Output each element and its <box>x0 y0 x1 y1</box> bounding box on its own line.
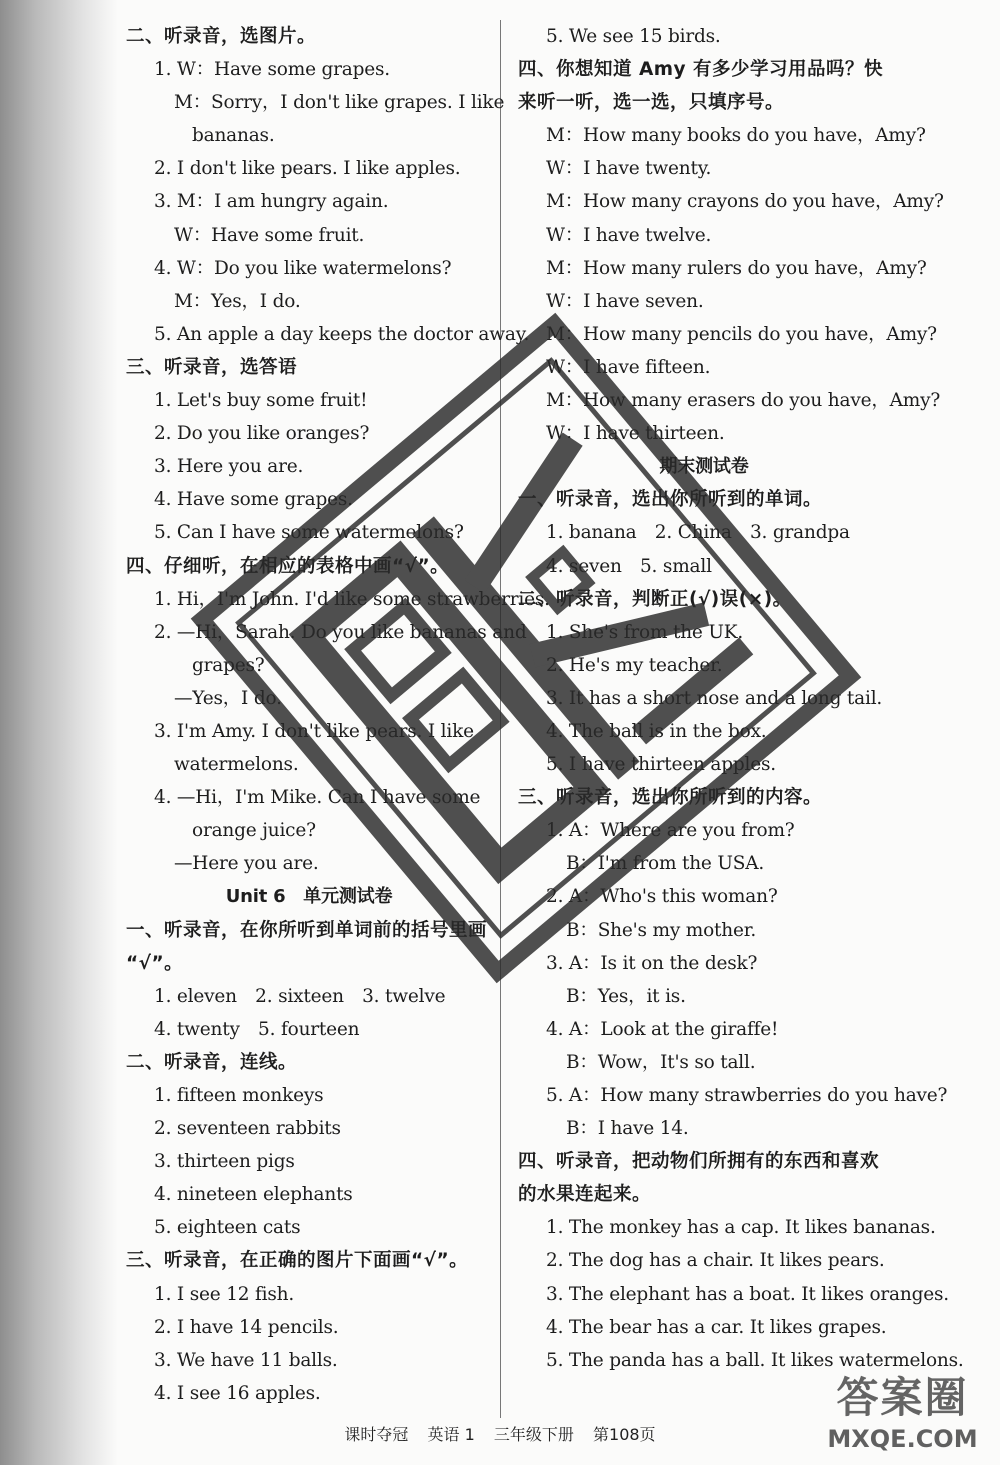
text-line: orange juice? <box>192 820 316 842</box>
text-line: 5. An apple a day keeps the doctor away. <box>154 323 530 345</box>
test-title: Unit 6 单元测试卷 <box>225 886 393 908</box>
text-line: 1. eleven 2. sixteen 3. twelve <box>154 985 446 1007</box>
text-line: 3. A：Is it on the desk? <box>546 952 758 974</box>
text-line: 4. twenty 5. fourteen <box>154 1018 360 1040</box>
section-heading: 二、听录音，判断正(√)误(×)。 <box>518 588 792 610</box>
section-heading: 三、听录音，在正确的图片下面画“√”。 <box>126 1250 469 1272</box>
text-line: M：How many books do you have，Amy? <box>546 125 926 147</box>
watermark-url: MXQE.COM <box>827 1425 978 1453</box>
text-line: 2. A：Who's this woman? <box>546 886 778 908</box>
section-heading: 的水果连起来。 <box>518 1184 652 1206</box>
text-line: bananas. <box>192 125 275 147</box>
text-line: 2. I have 14 pencils. <box>154 1316 339 1338</box>
text-line: 1. fifteen monkeys <box>154 1085 324 1106</box>
section-heading: 四、仔细听，在相应的表格中画“√”。 <box>126 555 450 577</box>
text-line: 3. We have 11 balls. <box>154 1349 338 1371</box>
text-line: watermelons. <box>174 754 299 776</box>
section-heading: 二、听录音，选图片。 <box>126 26 317 47</box>
right-column <box>518 20 964 1377</box>
left-column <box>126 20 550 1410</box>
text-line: 1. I see 12 fish. <box>154 1283 295 1305</box>
footer-page: 第108页 <box>593 1425 656 1444</box>
text-line: 4. W：Do you like watermelons? <box>154 257 452 279</box>
text-line: W：I have twelve. <box>546 224 712 246</box>
text-line: 4. nineteen elephants <box>154 1184 353 1206</box>
section-heading: 一、听录音，选出你所听到的单词。 <box>518 489 823 511</box>
text-line: 2. —Hi，Sarah. Do you like bananas and <box>154 621 527 643</box>
text-line: 3. I'm Amy. I don't like pears. I like <box>154 720 474 742</box>
text-line: 1. banana 2. China 3. grandpa <box>546 522 850 544</box>
page-binding-shadow <box>0 0 118 1465</box>
text-line: 5. We see 15 birds. <box>546 26 721 47</box>
text-line: 2. Do you like oranges? <box>154 423 370 445</box>
text-line: 4. —Hi，I'm Mike. Can I have some <box>154 787 481 809</box>
test-title: 期末测试卷 <box>659 456 749 478</box>
section-heading: 三、听录音，选出你所听到的内容。 <box>518 787 823 809</box>
text-line: B：I'm from the USA. <box>566 853 765 875</box>
text-line: 1. A：Where are you from? <box>546 820 795 842</box>
section-heading: “√”。 <box>126 952 184 974</box>
text-line: W：I have seven. <box>546 290 704 312</box>
text-line: W：I have fifteen. <box>546 356 711 378</box>
text-line: 4. The ball is in the box. <box>546 720 767 742</box>
text-line: 3. thirteen pigs <box>154 1151 295 1173</box>
text-line: 1. She's from the UK. <box>546 621 744 643</box>
text-line: 2. The dog has a chair. It likes pears. <box>546 1250 885 1272</box>
section-heading: 四、你想知道 Amy 有多少学习用品吗？快 <box>518 59 884 81</box>
text-line: 1. Hi，I'm John. I'd like some strawberries. <box>154 588 550 610</box>
text-line: 5. The panda has a ball. It likes watermelons. <box>546 1349 964 1371</box>
text-line: 5. Can I have some watermelons? <box>154 522 464 544</box>
text-line: B：Wow，It's so tall. <box>566 1051 756 1073</box>
text-line: 3. M：I am hungry again. <box>154 191 389 213</box>
text-line: W：Have some fruit. <box>174 224 365 246</box>
text-line: M：How many crayons do you have，Amy? <box>546 191 944 213</box>
text-line: 2. I don't like pears. I like apples. <box>154 158 461 180</box>
text-line: 5. A：How many strawberries do you have? <box>546 1085 948 1106</box>
section-heading: 三、听录音，选答语 <box>126 356 298 378</box>
text-line: M：How many rulers do you have，Amy? <box>546 257 927 279</box>
text-line: 1. W：Have some grapes. <box>154 59 390 81</box>
text-line: 5. I have thirteen apples. <box>546 754 776 776</box>
footer-subject: 英语 1 <box>427 1425 475 1444</box>
text-line: 4. Have some grapes. <box>154 489 353 511</box>
text-line: B：She's my mother. <box>566 919 757 941</box>
section-heading: 四、听录音，把动物们所拥有的东西和喜欢 <box>518 1151 880 1173</box>
text-line: M：How many erasers do you have，Amy? <box>546 390 941 412</box>
watermark-logo-text: 答案圈 <box>836 1373 969 1422</box>
text-line: M：Yes，I do. <box>174 290 301 312</box>
text-line: M：How many pencils do you have，Amy? <box>546 323 937 345</box>
text-line: 2. He's my teacher. <box>546 654 723 676</box>
text-line: 3. It has a short nose and a long tail. <box>546 687 883 709</box>
text-line: 3. The elephant has a boat. It likes oranges. <box>546 1283 949 1305</box>
footer-grade: 三年级下册 <box>493 1425 574 1444</box>
text-line: 4. I see 16 apples. <box>154 1382 321 1404</box>
section-heading: 一、听录音，在你所听到单词前的括号里画 <box>126 919 488 941</box>
text-line: 5. eighteen cats <box>154 1217 301 1239</box>
text-line: B：Yes，it is. <box>566 985 686 1007</box>
text-line: W：I have thirteen. <box>546 423 725 445</box>
text-line: W：I have twenty. <box>546 158 712 180</box>
text-line: 4. A：Look at the giraffe! <box>546 1018 779 1040</box>
text-line: grapes? <box>192 654 265 676</box>
text-line: 4. seven 5. small <box>546 555 712 577</box>
column-divider <box>500 20 501 1418</box>
text-line: —Yes，I do. <box>174 687 282 709</box>
text-line: 3. Here you are. <box>154 456 304 478</box>
text-line: 1. The monkey has a cap. It likes bananas. <box>546 1217 936 1239</box>
text-line: 1. Let's buy some fruit! <box>154 390 368 412</box>
text-line: 4. The bear has a car. It likes grapes. <box>546 1316 887 1338</box>
section-heading: 来听一听，选一选，只填序号。 <box>518 92 785 114</box>
text-line: B：I have 14. <box>566 1118 689 1140</box>
text-line: —Here you are. <box>174 853 319 875</box>
footer-book: 课时夺冠 <box>344 1425 409 1444</box>
text-line: 2. seventeen rabbits <box>154 1118 341 1140</box>
site-watermark <box>815 1372 990 1462</box>
text-line: M：Sorry，I don't like grapes. I like <box>174 92 505 114</box>
section-heading: 二、听录音，连线。 <box>126 1051 298 1073</box>
